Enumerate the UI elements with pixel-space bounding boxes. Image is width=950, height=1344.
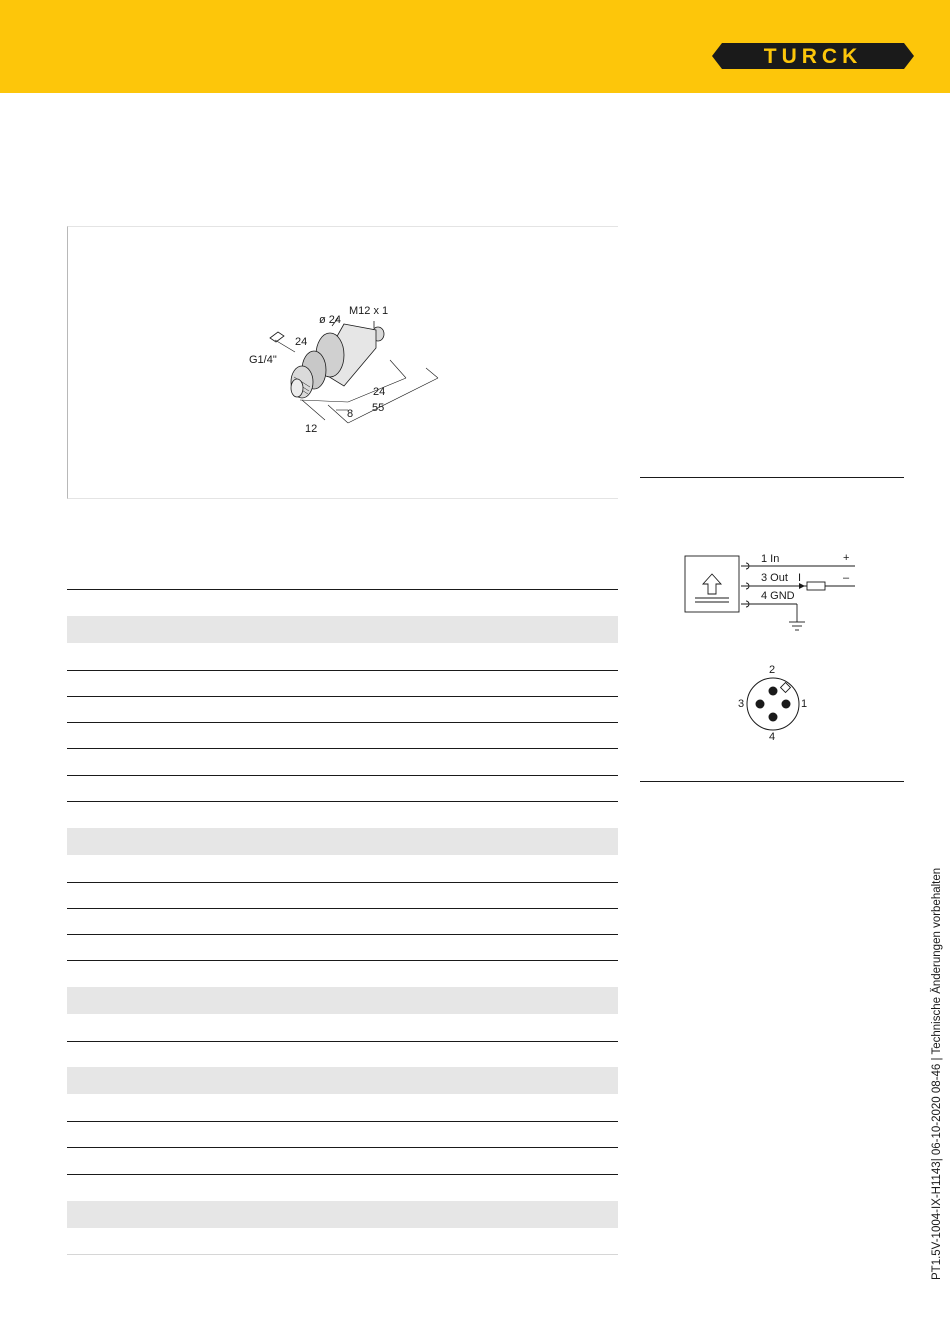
table-row xyxy=(67,987,618,1014)
table-row xyxy=(67,748,618,775)
table-row xyxy=(67,1094,618,1121)
svg-text:TURCK: TURCK xyxy=(763,45,863,68)
body-length-label: 24 xyxy=(373,386,386,398)
connector-thread-label: M12 x 1 xyxy=(349,305,389,317)
table-row xyxy=(67,1014,618,1041)
thread-length-label: 12 xyxy=(305,423,318,435)
process-thread-label: G1/4" xyxy=(249,354,277,366)
table-row xyxy=(67,616,618,643)
table-row xyxy=(67,1067,618,1094)
total-length-label: 55 xyxy=(372,402,385,414)
plus-symbol: + xyxy=(843,552,850,564)
table-row xyxy=(67,882,618,908)
turck-logo xyxy=(712,43,914,69)
table-row xyxy=(67,696,618,722)
table-row xyxy=(67,775,618,801)
brand-header xyxy=(0,0,950,93)
table-row xyxy=(67,801,618,828)
table-row xyxy=(67,670,618,696)
section-divider xyxy=(640,781,904,782)
table-row xyxy=(67,1121,618,1147)
table-row xyxy=(67,643,618,670)
table-row xyxy=(67,908,618,934)
section-divider xyxy=(640,477,904,478)
table-row xyxy=(67,1041,618,1067)
table-row xyxy=(67,722,618,748)
minus-symbol: – xyxy=(843,572,850,584)
pin-3-number: 3 xyxy=(738,698,745,710)
table-row xyxy=(67,1147,618,1174)
wrench-size-label: 24 xyxy=(295,336,308,348)
hex-length-label: 8 xyxy=(347,408,354,420)
table-row xyxy=(67,828,618,855)
current-symbol: I xyxy=(798,572,802,584)
pin-1-number: 1 xyxy=(801,698,808,710)
pin-4-number: 4 xyxy=(769,731,776,743)
pin-2-number: 2 xyxy=(769,664,776,676)
table-row xyxy=(67,1174,618,1201)
table-row xyxy=(67,589,618,616)
table-row xyxy=(67,855,618,882)
pin-1-label: 1 In xyxy=(761,553,780,565)
table-row xyxy=(67,960,618,987)
table-row xyxy=(67,934,618,960)
diameter-label: ø 24 xyxy=(319,314,342,326)
table-row xyxy=(67,1201,618,1228)
pin-4-label: 4 GND xyxy=(761,590,795,602)
table-row xyxy=(67,1228,618,1255)
pin-3-label: 3 Out xyxy=(761,572,788,584)
document-footer-note: PT1.5V-1004-IX-H1143| 06-10-2020 08-46 | Technische Änderungen vorbehalten xyxy=(931,867,943,1280)
